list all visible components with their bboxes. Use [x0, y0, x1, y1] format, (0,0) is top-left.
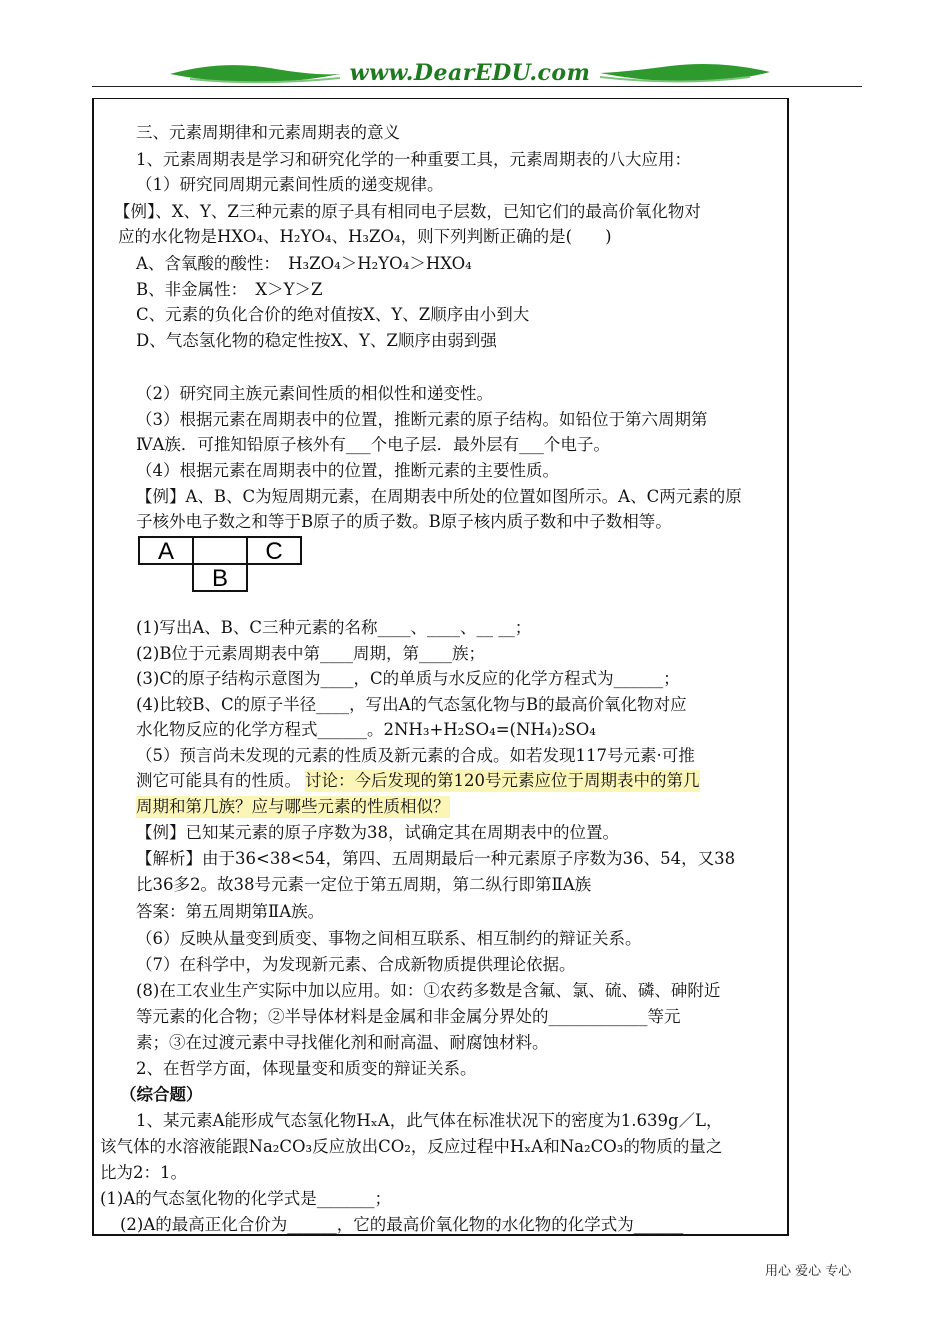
option-c: C、元素的负化合价的绝对值按X、Y、Z顺序由小到大	[136, 305, 530, 324]
text-line: 比36多2。故38号元素一定位于第五周期，第二纵行即第ⅡA族	[136, 875, 592, 894]
logo-text: www.DearEDU.com	[349, 60, 591, 86]
text-line: （7）在科学中，为发现新元素、合成新物质提供理论依据。	[136, 955, 576, 974]
option-b: B、非金属性： X＞Y＞Z	[136, 280, 323, 299]
text-line: 等元素的化合物；②半导体材料是金属和非金属分界处的____________等元	[136, 1007, 681, 1026]
cell-b-label: B	[211, 565, 229, 592]
page-footer: 用心 爱心 专心	[765, 1264, 852, 1279]
text-line: 比为2：1。	[100, 1163, 187, 1182]
text-line: 1、某元素A能形成气态氢化物HₓA，此气体在标准状况下的密度为1.639g／L，	[136, 1111, 723, 1130]
text-line: （3）根据元素在周期表中的位置，推断元素的原子结构。如铅位于第六周期第	[136, 410, 708, 429]
text-line: （1）研究同周期元素间性质的递变规律。	[136, 175, 444, 194]
option-d: D、气态氢化物的稳定性按X、Y、Z顺序由弱到强	[136, 331, 497, 350]
discussion-highlight: 周期和第几族？应与哪些元素的性质相似？	[136, 797, 450, 816]
cell-c-label: C	[265, 538, 283, 565]
text-line: ⅣA族．可推知铅原子核外有___个电子层．最外层有___个电子。	[136, 435, 610, 454]
question-line: (4)比较B、C的原子半径____，写出A的气态氢化物与B的最高价氧化物对应	[136, 695, 687, 714]
question-line: (2)A的最高正化合价为______，它的最高价氧化物的水化物的化学式为______	[120, 1215, 684, 1234]
cell-a-label: A	[157, 538, 175, 565]
page-header	[0, 0, 950, 100]
text-line: 素；③在过渡元素中寻找催化剂和耐高温、耐腐蚀材料。	[136, 1033, 549, 1052]
text-line: 子核外电子数之和等于B原子的质子数。B原子核内质子数和中子数相等。	[136, 512, 672, 531]
text-line: 【解析】由于36<38<54，第四、五周期最后一种元素原子序数为36、54，又38	[136, 849, 736, 868]
text-line: 【例】A、B、C为短周期元素，在周期表中所处的位置如图所示。A、C两元素的原	[136, 487, 742, 506]
text-line: （2）研究同主族元素间性质的相似性和递变性。	[136, 384, 493, 403]
question-line: (2)B位于元素周期表中第____周期，第____族；	[136, 644, 485, 663]
comprehensive-heading: （综合题）	[120, 1085, 203, 1104]
text-line: 测它可能具有的性质。	[136, 771, 301, 790]
question-line: (1)A的气态氢化物的化学式是_______；	[100, 1189, 392, 1208]
question-line: (3)C的原子结构示意图为____，C的单质与水反应的化学方程式为______；	[136, 669, 680, 688]
question-line: 水化物反应的化学方程式______。2NH₃+H₂SO₄=(NH₄)₂SO₄	[136, 720, 596, 739]
text-line: （6）反映从量变到质变、事物之间相互联系、相互制约的辩证关系。	[136, 929, 642, 948]
text-line: 1、元素周期表是学习和研究化学的一种重要工具，元素周期表的八大应用：	[136, 150, 691, 169]
text-line: 【例】已知某元素的原子序数为38，试确定其在周期表中的位置。	[136, 823, 619, 842]
site-logo[interactable]	[150, 52, 790, 92]
text-line: （5）预言尚未发现的元素的性质及新元素的合成。如若发现117号元素·可推	[136, 746, 695, 765]
text-line: (8)在工农业生产实际中加以应用。如：①农药多数是含氟、氯、硫、磷、砷附近	[136, 981, 721, 1000]
text-line: 该气体的水溶液能跟Na₂CO₃反应放出CO₂，反应过程中HₓA和Na₂CO₃的物质的量之	[100, 1137, 723, 1156]
option-a: A、含氧酸的酸性： H₃ZO₄＞H₂YO₄＞HXO₄	[136, 254, 472, 273]
section-title: 三、元素周期律和元素周期表的意义	[136, 123, 400, 142]
question-line: (1)写出A、B、C三种元素的名称____、____、__ __；	[136, 618, 532, 637]
answer-line: 答案：第五周期第ⅡA族。	[136, 902, 325, 921]
text-line: 2、在哲学方面，体现量变和质变的辩证关系。	[136, 1059, 477, 1078]
discussion-highlight: 讨论：今后发现的第120号元素应位于周期表中的第几	[305, 771, 700, 790]
text-line: 应的水化物是HXO₄、H₂YO₄、H₃ZO₄，则下列判断正确的是( )	[118, 227, 612, 246]
text-line: （4）根据元素在周期表中的位置，推断元素的主要性质。	[136, 461, 559, 480]
text-line: 【例】、X、Y、Z三种元素的原子具有相同电子层数，已知它们的最高价氧化物对	[114, 202, 701, 221]
periodic-position-figure	[138, 536, 302, 592]
